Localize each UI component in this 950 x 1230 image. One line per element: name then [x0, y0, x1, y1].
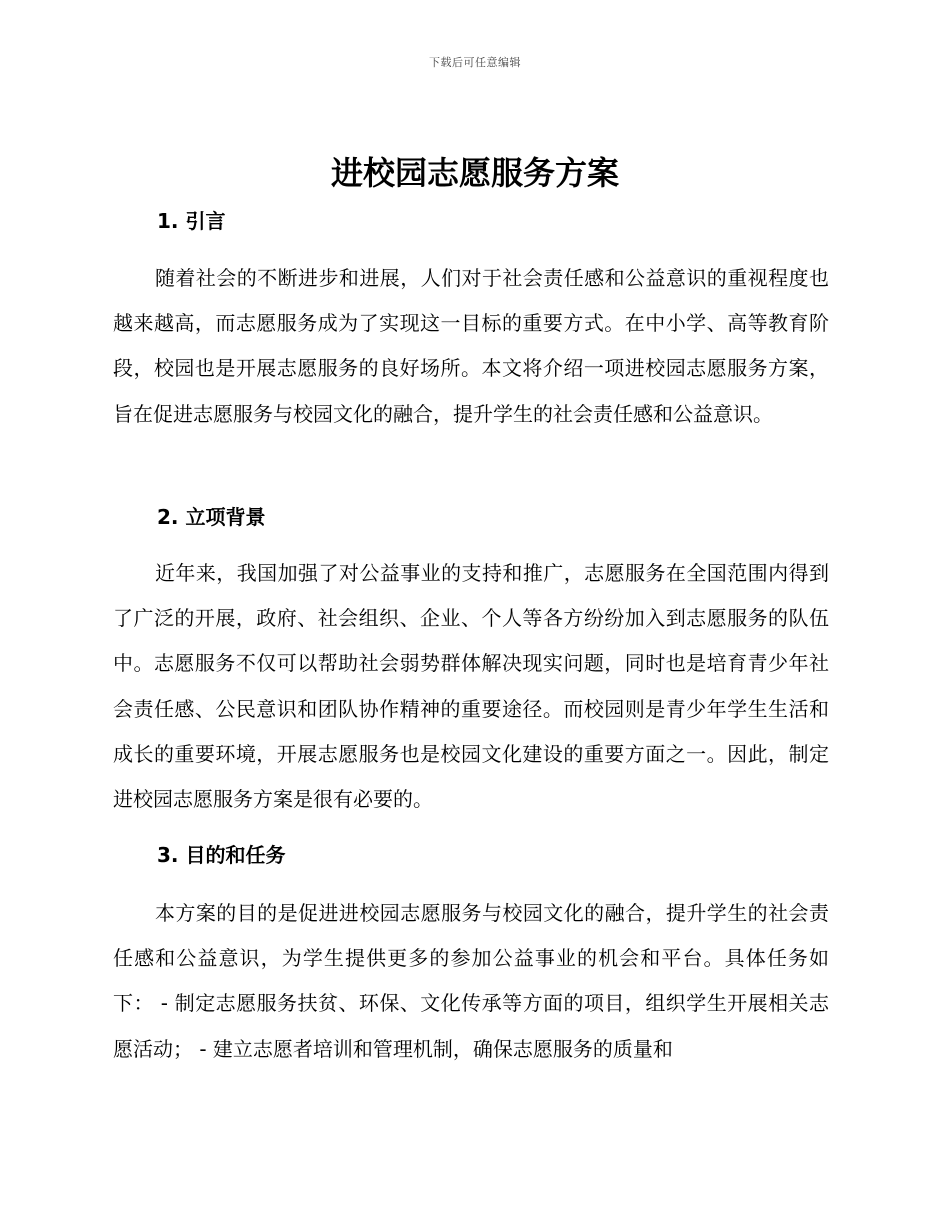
section-heading-background: 2. 立项背景: [157, 505, 266, 529]
section-heading-introduction: 1. 引言: [157, 209, 226, 233]
section-body-introduction: 随着社会的不断进步和进展，人们对于社会责任感和公益意识的重视程度也越来越高，而志愿服务成为了实现这一目标的重要方式。在中小学、高等教育阶段，校园也是开展志愿服务的良好场所。本文将介绍一项进校园志愿服务方案，旨在促进志愿服务与校园文化的融合，提升学生的社会责任感和公益意识。: [113, 266, 829, 426]
section-heading-goals: 3. 目的和任务: [157, 843, 286, 867]
section-body-goals: 本方案的目的是促进进校园志愿服务与校园文化的融合，提升学生的社会责任感和公益意识，为学生提供更多的参加公益事业的机会和平台。具体任务如下： - 制定志愿服务扶贫、环保、文化传承等方面的项目，组织学生开展相关志愿活动； - 建立志愿者培训和管理机制，确保志愿服务的质量和: [113, 901, 829, 1061]
section-body-background: 近年来，我国加强了对公益事业的支持和推广，志愿服务在全国范围内得到了广泛的开展，政府、社会组织、企业、个人等各方纷纷加入到志愿服务的队伍中。志愿服务不仅可以帮助社会弱势群体解决现实问题，同时也是培育青少年社会责任感、公民意识和团队协作精神的重要途径。而校园则是青少年学生生活和成长的重要环境，开展志愿服务也是校园文化建设的重要方面之一。因此，制定进校园志愿服务方案是很有必要的。: [113, 561, 829, 812]
document-title: 进校园志愿服务方案: [330, 154, 619, 192]
header-note: 下载后可任意编辑: [429, 56, 521, 69]
